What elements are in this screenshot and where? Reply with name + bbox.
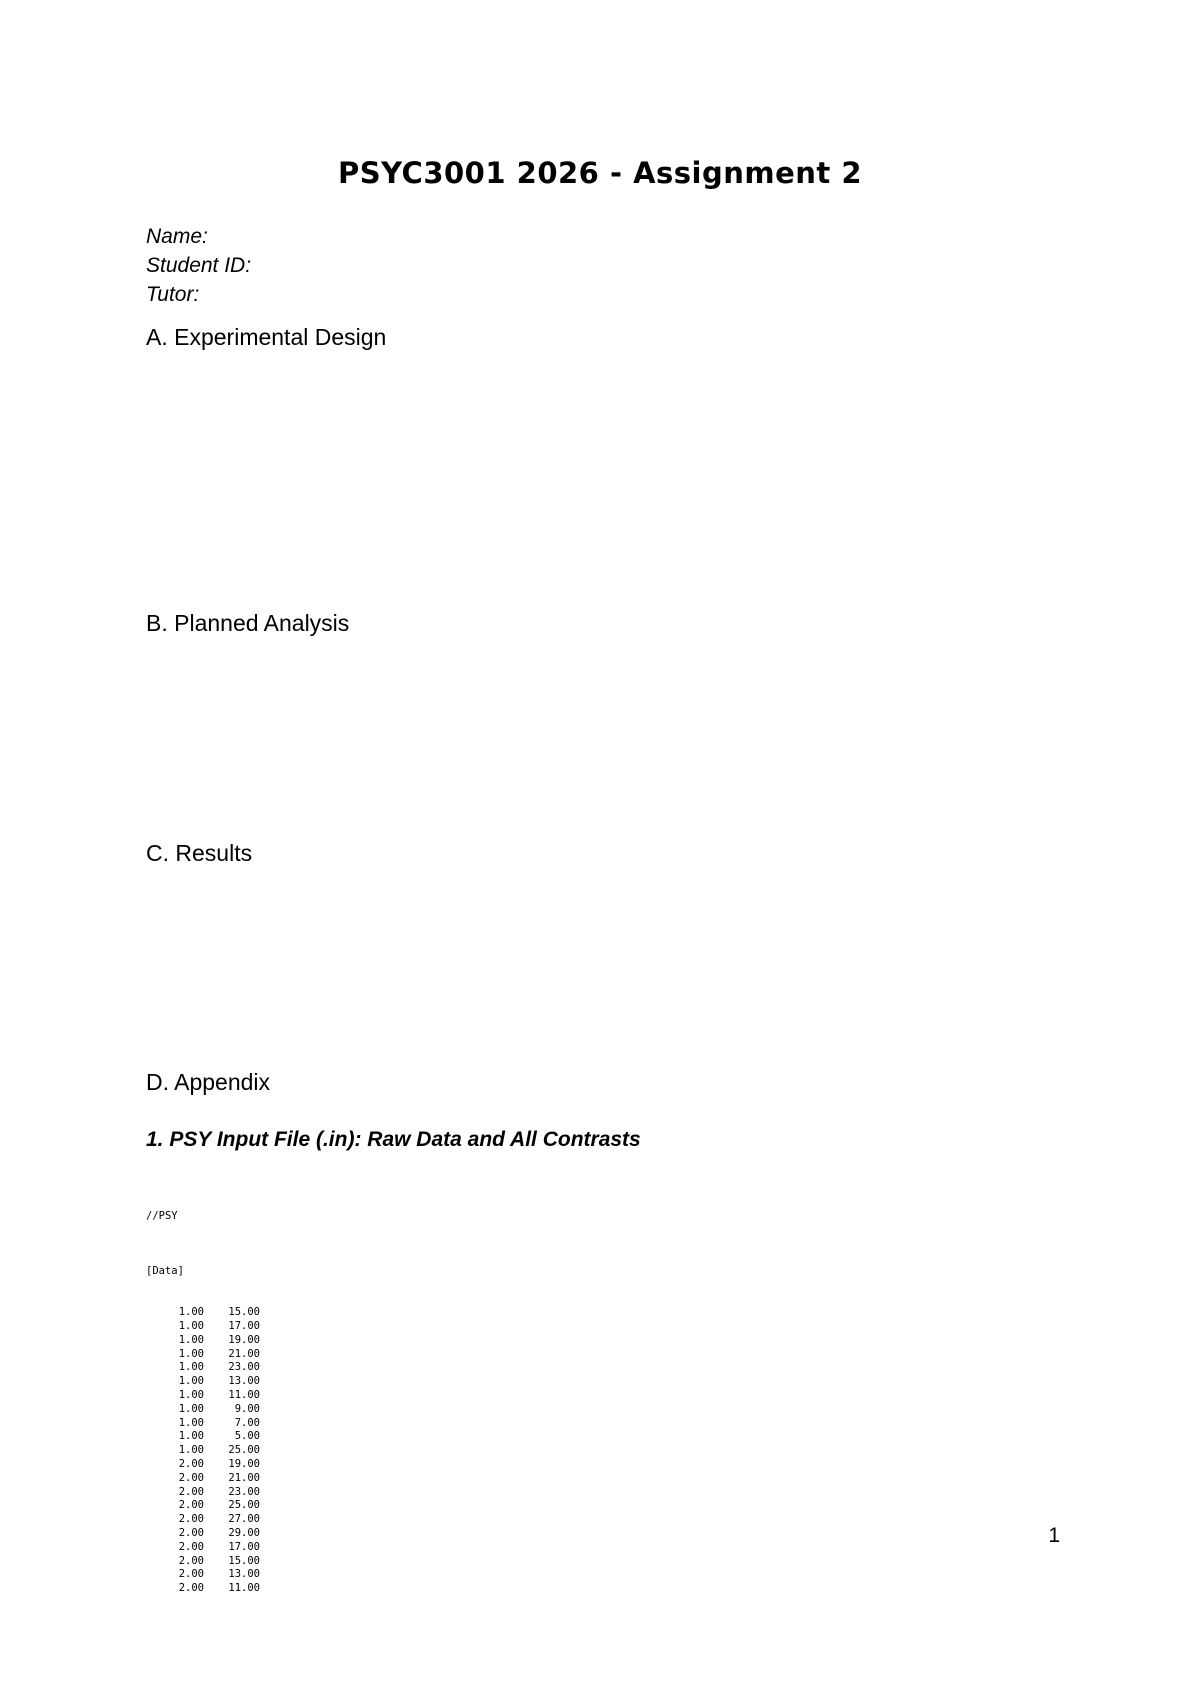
data-row (146, 1568, 260, 1582)
group-value: 1.00 (178, 1306, 204, 1319)
group-value: 2.00 (178, 1540, 204, 1553)
score-value: 15.00 (228, 1306, 260, 1319)
score-value: 11.00 (228, 1582, 260, 1595)
appendix-subheading: 1. PSY Input File (.in): Raw Data and All Contrasts (146, 1128, 641, 1151)
score-value: 23.00 (228, 1361, 260, 1374)
group-value: 2.00 (178, 1568, 204, 1581)
score-value: 13.00 (228, 1375, 260, 1388)
score-value: 27.00 (228, 1513, 260, 1526)
score-value: 25.00 (228, 1444, 260, 1457)
section-heading-results: C. Results (146, 840, 253, 866)
page-number: 1 (1048, 1524, 1060, 1547)
data-row (146, 1527, 260, 1541)
group-value: 2.00 (178, 1499, 204, 1512)
group-value: 1.00 (178, 1375, 204, 1388)
data-row (146, 1555, 260, 1569)
data-row (146, 1513, 260, 1527)
data-row (146, 1361, 260, 1375)
group-value: 1.00 (178, 1347, 204, 1360)
student-info-block (146, 222, 251, 309)
score-value: 5.00 (234, 1430, 260, 1443)
group-value: 1.00 (178, 1333, 204, 1346)
group-value: 1.00 (178, 1319, 204, 1332)
group-value: 2.00 (178, 1554, 204, 1567)
score-value: 21.00 (228, 1347, 260, 1360)
score-value: 17.00 (228, 1319, 260, 1332)
score-value: 15.00 (228, 1554, 260, 1567)
data-row (146, 1306, 260, 1320)
group-value: 1.00 (178, 1430, 204, 1443)
score-value: 17.00 (228, 1540, 260, 1553)
data-row (146, 1486, 260, 1500)
score-value: 11.00 (228, 1388, 260, 1401)
group-value: 2.00 (178, 1471, 204, 1484)
group-value: 1.00 (178, 1361, 204, 1374)
psy-input-code-block (146, 1182, 260, 1624)
group-value: 1.00 (178, 1402, 204, 1415)
score-value: 19.00 (228, 1333, 260, 1346)
data-row (146, 1499, 260, 1513)
data-section-label: [Data] (146, 1264, 184, 1277)
section-heading-appendix: D. Appendix (146, 1069, 271, 1095)
data-row (146, 1375, 260, 1389)
group-value: 1.00 (178, 1444, 204, 1457)
score-value: 7.00 (234, 1416, 260, 1429)
code-comment: //PSY (146, 1209, 178, 1222)
data-row (146, 1417, 260, 1431)
name-label: Name: (146, 225, 208, 248)
score-value: 21.00 (228, 1471, 260, 1484)
score-value: 23.00 (228, 1485, 260, 1498)
data-row (146, 1444, 260, 1458)
data-row (146, 1458, 260, 1472)
data-row (146, 1472, 260, 1486)
score-value: 29.00 (228, 1526, 260, 1539)
section-heading-planned-analysis: B. Planned Analysis (146, 610, 350, 636)
group-value: 2.00 (178, 1513, 204, 1526)
student-id-label: Student ID: (146, 254, 252, 277)
score-value: 19.00 (228, 1457, 260, 1470)
document-title: PSYC3001 2026 - Assignment 2 (337, 156, 863, 190)
data-row (146, 1320, 260, 1334)
score-value: 25.00 (228, 1499, 260, 1512)
raw-data-table (146, 1306, 260, 1596)
group-value: 1.00 (178, 1388, 204, 1401)
score-value: 9.00 (234, 1402, 260, 1415)
data-row (146, 1389, 260, 1403)
score-value: 13.00 (228, 1568, 260, 1581)
data-row (146, 1348, 260, 1362)
group-value: 1.00 (178, 1416, 204, 1429)
data-row (146, 1334, 260, 1348)
group-value: 2.00 (178, 1485, 204, 1498)
group-value: 2.00 (178, 1457, 204, 1470)
section-heading-experimental-design: A. Experimental Design (146, 324, 387, 350)
data-row (146, 1582, 260, 1596)
data-row (146, 1541, 260, 1555)
tutor-label: Tutor: (146, 283, 200, 306)
data-row (146, 1430, 260, 1444)
group-value: 2.00 (178, 1582, 204, 1595)
group-value: 2.00 (178, 1526, 204, 1539)
data-row (146, 1403, 260, 1417)
